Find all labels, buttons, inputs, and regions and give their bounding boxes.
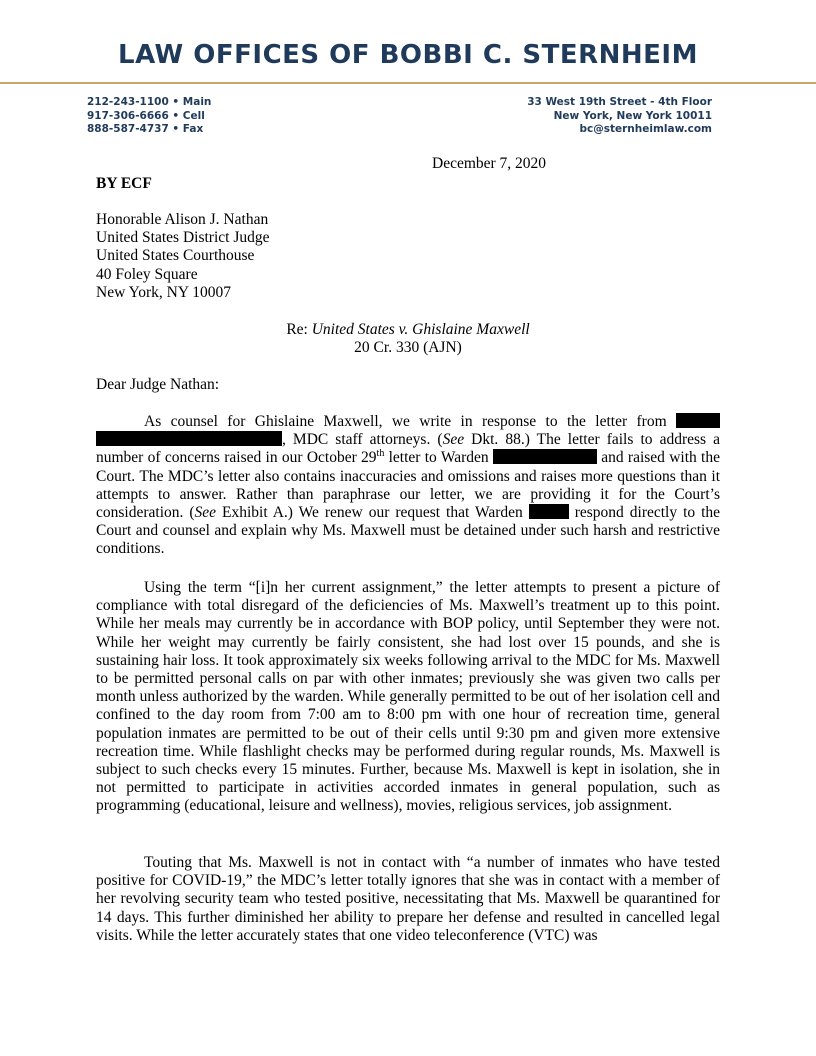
p1-text-2: , MDC staff attorneys. ( [282, 431, 443, 449]
p3-text: Touting that Ms. Maxwell is not in contact with “a number of inmates who have tested positive for COVID-19,” the MDC’s letter totally ignores that she was in contact with a member of her revolving security team who tested positive, necessitating that Ms. Maxwell be quarantined for 14 days. This further diminished her ability to prepare her defense and resulted in cancelled legal visits. While the letter accurately states that one video teleconference (VTC) was [96, 854, 720, 944]
re-label: Re: [286, 321, 312, 338]
addressee-street: 40 Foley Square [96, 265, 198, 283]
paragraph-3 [96, 854, 720, 945]
addressee-name: Honorable Alison J. Nathan [96, 211, 269, 228]
p1-text-6: Exhibit A.) We renew our request that Warden [216, 504, 523, 522]
addressee-court: United States Courthouse [96, 247, 255, 265]
redaction-box [676, 413, 720, 428]
addressee-city: New York, NY 10007 [96, 283, 232, 301]
case-name: United States v. Ghislaine Maxwell [311, 321, 530, 338]
docket-number: 20 Cr. 330 (AJN) [354, 339, 462, 357]
office-street: 33 West 19th Street - 4th Floor [527, 96, 712, 108]
re-line [0, 321, 816, 357]
paragraph-1 [96, 413, 720, 559]
redaction-box [529, 504, 569, 519]
p1-superscript: th [376, 448, 385, 460]
phone-cell: 917-306-6666 • Cell [87, 109, 205, 122]
p1-text-1: As counsel for Ghislaine Maxwell, we write in response to the letter from [144, 413, 667, 430]
redaction-box [493, 449, 597, 464]
address-block [527, 96, 712, 137]
office-city: New York, New York 10011 [553, 109, 712, 122]
p1-text-3: Dkt. 88.) The letter fails to address a number of concerns raised in our October 29 [96, 431, 720, 467]
phone-fax: 888-587-4737 • Fax [87, 123, 204, 135]
phone-block [87, 96, 211, 137]
letterhead-title: LAW OFFICES OF BOBBI C. STERNHEIM [118, 40, 698, 70]
p1-see-2: See [194, 504, 217, 522]
letter-date: December 7, 2020 [432, 155, 547, 172]
p1-see-1: See [442, 431, 465, 449]
redaction-box [96, 431, 282, 446]
phone-main: 212-243-1100 • Main [87, 96, 212, 108]
addressee-title: United States District Judge [96, 229, 270, 247]
p1-text-5: and raised with the Court. The MDC’s letter also contains inaccuracies and omissions and raises more questions than it attempts to answer. Rather than paraphrase our letter, we are providing it for the Court’s consideration. ( [96, 449, 720, 522]
salutation: Dear Judge Nathan: [96, 376, 220, 393]
paragraph-2 [96, 579, 720, 816]
p1-text-7: respond directly to the Court and counsel and explain why Ms. Maxwell must be detained under such harsh and restrictive conditions. [96, 504, 721, 558]
addressee-block [96, 211, 270, 302]
delivery-method: BY ECF [96, 175, 152, 192]
office-email[interactable]: bc@sternheimlaw.com [579, 123, 712, 135]
letterhead-rule [0, 82, 816, 84]
p2-text: Using the term “[i]n her current assignment,” the letter attempts to present a picture of compliance with total disregard of the deficiencies of Ms. Maxwell’s treatment up to this point. While her meals may currently be in accordance with BOP policy, until September they were not. While her weight may currently be fairly consistent, she had lost over 15 pounds, and she is sustaining hair loss. It took approximately six weeks following arrival to the MDC for Ms. Maxwell to be permitted personal calls on par with other inmates; previously she was given two calls per month unless authorized by the warden. While generally permitted to be out of her isolation cell and confined to the day room from 7:00 am to 8:00 pm with one hour of recreation time, general population inmates are permitted to be out of their cells until 9:30 pm and given more extensive recreation time. While flashlight checks may be performed during regular rounds, Ms. Maxwell is subject to such checks every 15 minutes. Further, because Ms. Maxwell is kept in isolation, she in not permitted to participate in activities accorded inmates in general population, such as programming (educational, leisure and wellness), movies, religious services, job assignment. [96, 579, 720, 815]
p1-text-4: letter to Warden [384, 449, 489, 467]
